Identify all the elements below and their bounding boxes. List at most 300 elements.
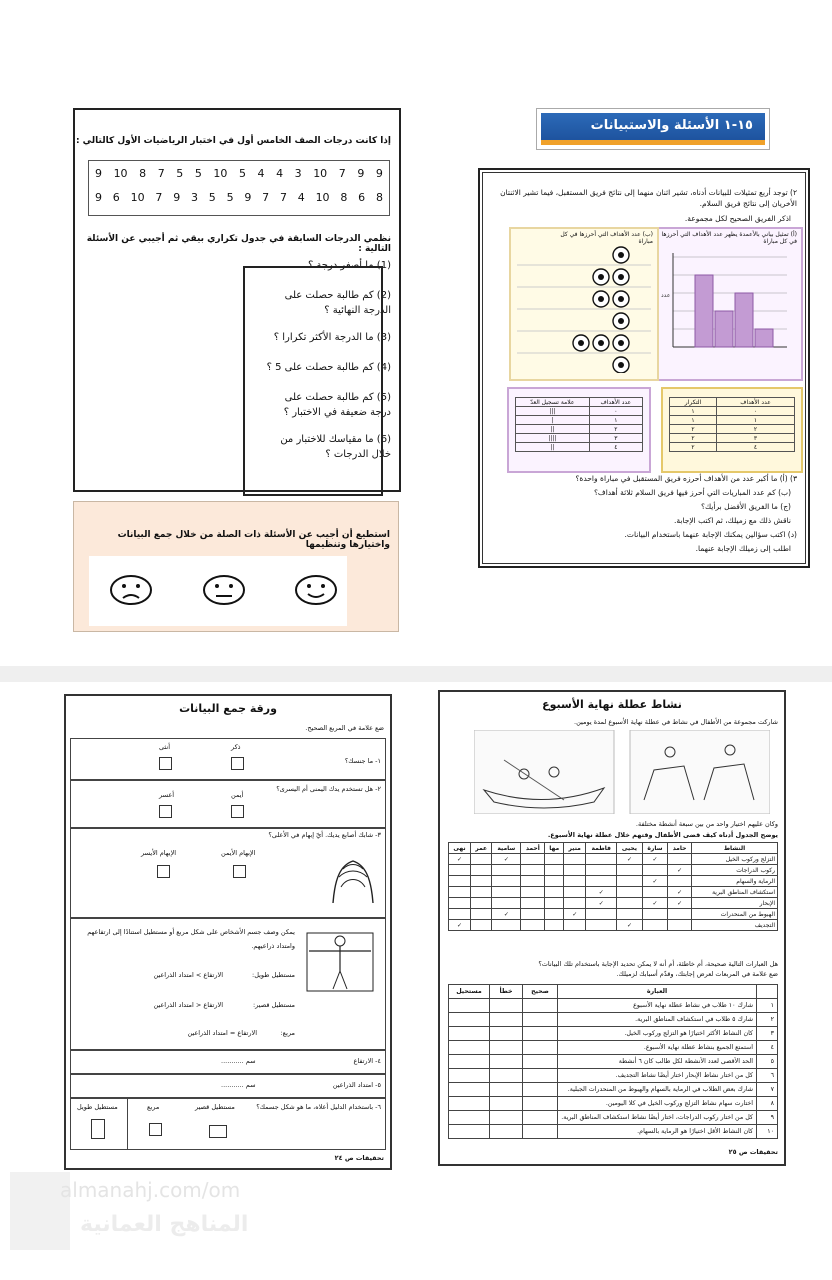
activity-row (449, 909, 778, 920)
q6-short-checkbox[interactable] (209, 1125, 227, 1138)
panel-b-caption: (ب) عدد الأهداف التي أحرزها في كل مباراة (560, 231, 653, 245)
goals-bar-chart (655, 247, 793, 371)
statement-number: ٥ (757, 1055, 778, 1069)
question-3c: (ج) ما الفريق الأفضل برأيك؟ (700, 502, 791, 511)
activity-row (449, 865, 778, 876)
answer-checkbox[interactable] (523, 1097, 558, 1111)
score-cell: 8 (375, 191, 383, 204)
q2-right-checkbox[interactable] (231, 805, 244, 818)
score-cell: 5 (238, 167, 246, 180)
q2-left-label: أعسر (159, 791, 175, 799)
activity-check (521, 876, 545, 887)
activity-title: نشاط عطلة نهاية الأسبوع (542, 698, 682, 711)
activity-check (470, 920, 491, 931)
score-cell: 10 (130, 191, 145, 204)
score-cell: 5 (176, 167, 184, 180)
scores-row-1 (95, 167, 383, 180)
activity-check: ✓ (564, 909, 586, 920)
q3-right-thumb-label: الإبهام الأيمن (221, 849, 256, 857)
activity-col-header: سامية (492, 843, 521, 854)
question-2: ٢) توجد أربع تمثيلات للبيانات أدناه، تشير اثنان منهما إلى نتائج فريق المستقبل، فيما تشير الاثنتان الأخريان إلى نتائج فريق السلام. (500, 188, 797, 208)
q2-left-checkbox[interactable] (159, 805, 172, 818)
frequency-row: ٢ ٣ (670, 434, 795, 443)
score-cell: 10 (213, 167, 228, 180)
activity-check: ✓ (668, 898, 692, 909)
statement-header: العبارة (558, 985, 757, 999)
square-rule: الارتفاع = امتداد الذراعين (187, 1029, 257, 1037)
body-shape-section (70, 918, 386, 1050)
q1-male-label: ذكر (231, 743, 241, 751)
answer-checkbox[interactable] (490, 1111, 523, 1125)
activity-col-header: يحيى (617, 843, 642, 854)
activity-check: ✓ (586, 887, 617, 898)
activity-check (545, 876, 564, 887)
activity-name: استكشاف المناطق البرية (691, 887, 777, 898)
answer-checkbox[interactable] (490, 1055, 523, 1069)
activity-check (617, 909, 642, 920)
activity-illustration (474, 730, 770, 814)
tally-row: | ١ (516, 416, 643, 425)
activity-check: ✓ (492, 854, 521, 865)
score-cell: 8 (139, 167, 147, 180)
statement-number: ٩ (757, 1111, 778, 1125)
q3-section (70, 828, 386, 918)
activity-check (586, 854, 617, 865)
statement-number: ٦ (757, 1069, 778, 1083)
activity-col-header: حامد (668, 843, 692, 854)
activity-check (545, 909, 564, 920)
activity-check: ✓ (668, 865, 692, 876)
activity-name: التجديف (691, 920, 777, 931)
q5-text: ٥- امتداد الذراعين (332, 1081, 381, 1089)
activity-check (545, 854, 564, 865)
activity-check (521, 865, 545, 876)
activity-check (521, 909, 545, 920)
statement-number: ٣ (757, 1027, 778, 1041)
frequency-table (669, 397, 795, 452)
data-collection-sheet (64, 694, 392, 1170)
self-assessment-text: استطيع أن أجيب عن الأسئلة ذات الصلة من خلال جمع البيانات واختيارها وتنظيمها (117, 530, 390, 550)
activity-check (586, 920, 617, 931)
question-number: (5) (373, 392, 391, 403)
data-sheet-footer: تحقيقات ص ٢٤ (334, 1154, 384, 1162)
q3-right-thumb-checkbox[interactable] (233, 865, 246, 878)
activity-check (470, 887, 491, 898)
activity-col-header: نهى (449, 843, 471, 854)
frequency-header: التكرار (670, 398, 717, 407)
statement-text: كان النشاط الأقل اختيارًا هو الرماية بالسهام. (558, 1125, 757, 1139)
score-cell: 9 (95, 191, 102, 204)
activity-check (564, 898, 586, 909)
answer-checkbox[interactable] (523, 1013, 558, 1027)
activity-col-header: منير (564, 843, 586, 854)
false-header: خطأ (490, 985, 523, 999)
answer-checkbox[interactable] (490, 999, 523, 1013)
answer-checkbox[interactable] (490, 1069, 523, 1083)
activity-check (449, 865, 471, 876)
tally-table (515, 397, 643, 452)
activity-row (449, 876, 778, 887)
answer-checkbox[interactable] (523, 1069, 558, 1083)
activity-check (545, 898, 564, 909)
q4-section (70, 1050, 386, 1074)
question-number: (6) (373, 434, 391, 445)
score-cell: 6 (358, 191, 366, 204)
statement-text: اختارت سهام نشاط التزلج وركوب الخيل في كلا اليومين. (558, 1097, 757, 1111)
question-3e: (د) اكتب سؤالين يمكنك الإجابة عنهما باستخدام البيانات. (624, 530, 797, 539)
question-text: ما مقياسك للاختبار من خلال الدرجات ؟ (280, 434, 391, 460)
scores-grid (88, 160, 390, 216)
frequency-row: ١ ٠ (670, 407, 795, 416)
answer-checkbox[interactable] (490, 1013, 523, 1027)
score-cell: 7 (262, 191, 270, 204)
statement-row (449, 1013, 778, 1027)
activity-check (492, 865, 521, 876)
score-cell: 3 (190, 191, 198, 204)
panel-c-frequency (661, 387, 803, 473)
happy-face-icon[interactable] (294, 574, 338, 606)
activity-check (564, 854, 586, 865)
score-cell: 7 (157, 167, 165, 180)
question-3b: (ب) كم عدد المباريات التي أحرز فيها فريق السلام ثلاثة أهداف؟ (593, 488, 791, 497)
statement-number: ٢ (757, 1013, 778, 1027)
tally-row: ||| ٠ (516, 407, 643, 416)
self-assessment-box (73, 501, 399, 632)
activity-check (449, 909, 471, 920)
score-cell: 7 (155, 191, 163, 204)
score-cell: 5 (194, 167, 202, 180)
activity-check (545, 865, 564, 876)
score-cell: 6 (112, 191, 120, 204)
answer-checkbox[interactable] (490, 1041, 523, 1055)
answer-checkbox[interactable] (523, 999, 558, 1013)
q5-section (70, 1074, 386, 1098)
activity-check (668, 909, 692, 920)
answer-checkbox[interactable] (490, 1097, 523, 1111)
bar-4 (755, 329, 773, 347)
activity-check (470, 865, 491, 876)
activity-check: ✓ (449, 854, 471, 865)
body-shape-text: يمكن وصف جسم الأشخاص على شكل مربع أو مستطيل استنادًا إلى ارتفاعهم وامتداد ذراعيهم. (87, 928, 295, 950)
activity-col-header: مها (545, 843, 564, 854)
question-text: ما الدرجة الأكثر تكرارا ؟ (273, 332, 374, 343)
frequency-table-box[interactable] (243, 266, 383, 496)
activity-check (617, 865, 642, 876)
activity-row (449, 887, 778, 898)
activity-check (470, 854, 491, 865)
statements-table (448, 984, 778, 1139)
activity-check (642, 920, 668, 931)
sad-face-icon[interactable] (109, 574, 153, 606)
activity-intro: شاركت مجموعة من الأطفال في نشاط في عطلة نهاية الأسبوع لمدة يومين. (574, 718, 778, 726)
q1-male-checkbox[interactable] (231, 757, 244, 770)
impossible-header: مستحيل (449, 985, 490, 999)
activity-check: ✓ (586, 898, 617, 909)
activity-check (586, 876, 617, 887)
activity-check (586, 909, 617, 920)
bar-3 (735, 293, 753, 347)
q6-short-label: مستطيل قصير (195, 1103, 235, 1111)
answer-checkbox[interactable] (449, 1083, 490, 1097)
activity-check (521, 854, 545, 865)
score-cell: 10 (113, 167, 128, 180)
statement-number: ٤ (757, 1041, 778, 1055)
statement-text: شارك ١٠ طلاب في نشاط عطلة نهاية الأسبوع (558, 999, 757, 1013)
statement-text: كل من اختار نشاط الإبحار اختار أيضًا نشاط التجديف. (558, 1069, 757, 1083)
textbook-page (478, 168, 810, 568)
q2-text: ٢- هل تستخدم يدك اليمنى أم اليسرى؟ (276, 785, 381, 793)
activity-row (449, 920, 778, 931)
frequency-row: ١ ١ (670, 416, 795, 425)
activity-check: ✓ (642, 854, 668, 865)
score-cell: 4 (276, 167, 284, 180)
question-number: (1) (373, 260, 391, 271)
activity-check (668, 876, 692, 887)
activity-check: ✓ (642, 876, 668, 887)
q3-left-thumb-checkbox[interactable] (157, 865, 170, 878)
activity-row (449, 898, 778, 909)
activity-check (545, 920, 564, 931)
question-number: (4) (373, 362, 391, 373)
activity-check (564, 887, 586, 898)
panel-a-caption: (أ) تمثيل بياني بالأعمدة يظهر عدد الأهداف التي أحرزها في كل مباراة (661, 231, 797, 245)
activity-col-header: عمر (470, 843, 491, 854)
activity-check (449, 898, 471, 909)
activity-check (586, 865, 617, 876)
answer-checkbox[interactable] (449, 1055, 490, 1069)
activity-check: ✓ (617, 920, 642, 931)
bar-2 (715, 311, 733, 347)
answer-checkbox[interactable] (523, 1055, 558, 1069)
q6-square-label: مربع (147, 1103, 160, 1111)
activity-check (470, 898, 491, 909)
score-cell: 9 (173, 191, 181, 204)
score-cell: 10 (313, 167, 328, 180)
statement-text: كل من اختار ركوب الدراجات، اختار أيضًا نشاط استكشاف المناطق البرية. (558, 1111, 757, 1125)
question-number: (2) (373, 290, 391, 301)
answer-checkbox[interactable] (449, 1125, 490, 1139)
true-header: صحيح (523, 985, 558, 999)
question-3d: ناقش ذلك مع زميلك، ثم اكتب الإجابة. (673, 516, 791, 525)
worksheet-title: إذا كانت درجات الصف الخامس أول في اختبار الرياضيات الأول كالتالي : (75, 136, 391, 146)
statement-row (449, 1083, 778, 1097)
answer-checkbox[interactable] (523, 1125, 558, 1139)
answer-checkbox[interactable] (449, 1041, 490, 1055)
answer-checkbox[interactable] (523, 1041, 558, 1055)
data-sheet-instruction: ضع علامة في المربع الصحيح. (305, 724, 384, 732)
activity-note-2: ضع علامة في المربعات لعرض إجابتك، وقدّم أسبابك لزميلك. (616, 970, 778, 978)
activity-col-header: سارة (642, 843, 668, 854)
question-number: (3) (373, 332, 391, 343)
activity-check: ✓ (668, 887, 692, 898)
score-cell: 4 (257, 167, 265, 180)
activity-check: ✓ (449, 920, 471, 931)
activity-check (617, 887, 642, 898)
tally-row: |||| ٣ (516, 434, 643, 443)
activity-check (564, 876, 586, 887)
activity-check (449, 887, 471, 898)
answer-checkbox[interactable] (449, 1013, 490, 1027)
score-cell: 9 (375, 167, 383, 180)
answer-checkbox[interactable] (449, 1027, 490, 1041)
activity-check (642, 887, 668, 898)
q1-female-checkbox[interactable] (159, 757, 172, 770)
watermark-brand: المناهج العمانية (80, 1212, 249, 1237)
answer-checkbox[interactable] (523, 1027, 558, 1041)
tally-row: || ٢ (516, 425, 643, 434)
question-2-instruction: اذكر الفريق الصحيح لكل مجموعة. (684, 214, 791, 223)
activity-check (449, 876, 471, 887)
activity-table (448, 842, 778, 931)
activity-check (642, 865, 668, 876)
worksheet-subtitle: نظمي الدرجات السابقة في جدول تكراري بيقي ثم أجيبي عن الأسئلة التالية : (86, 234, 391, 254)
statement-number: ١ (757, 999, 778, 1013)
tally-row: || ٤ (516, 443, 643, 452)
activity-check: ✓ (642, 898, 668, 909)
panel-b-pictogram (509, 227, 659, 381)
answer-checkbox[interactable] (449, 999, 490, 1013)
q4-height-field[interactable]: ........... سم (221, 1057, 256, 1065)
statement-text: الحد الأقصى لعدد الأنشطة لكل طالب كان ٦ أنشطة (558, 1055, 757, 1069)
scores-row-2 (95, 191, 383, 204)
q6-square-checkbox[interactable] (149, 1123, 162, 1136)
activity-check (564, 920, 586, 931)
clasped-hands-icon (325, 847, 381, 907)
answer-checkbox[interactable] (490, 1083, 523, 1097)
answer-checkbox[interactable] (490, 1027, 523, 1041)
activity-check: ✓ (492, 909, 521, 920)
question-text: كم طالبة حصلت على درجة ضعيفة في الاختبار ؟ (283, 392, 391, 418)
activity-check (492, 898, 521, 909)
section-divider (0, 666, 832, 682)
statement-text: استمتع الجميع بنشاط عطلة نهاية الأسبوع. (558, 1041, 757, 1055)
lesson-title: ١٥-١ الأسئلة والاستبيانات (590, 118, 753, 133)
q6-section (70, 1098, 386, 1150)
activity-check (492, 887, 521, 898)
activity-check (564, 865, 586, 876)
activity-check (470, 876, 491, 887)
scores-worksheet (73, 108, 401, 492)
q1-female-label: أنثى (159, 743, 170, 751)
activity-name: الإبحار (691, 898, 777, 909)
question-text: كم طالبة حصلت على 5 ؟ (266, 362, 374, 373)
answer-checkbox[interactable] (490, 1125, 523, 1139)
q5-armspan-field[interactable]: ........... سم (221, 1081, 256, 1089)
activity-name: التزلج وركوب الخيل (691, 854, 777, 865)
activity-check (470, 909, 491, 920)
answer-checkbox[interactable] (449, 1111, 490, 1125)
weekend-activity-sheet (438, 690, 786, 1166)
statement-row (449, 1097, 778, 1111)
statement-row (449, 999, 778, 1013)
answer-checkbox[interactable] (523, 1111, 558, 1125)
activity-col-header: فاطمة (586, 843, 617, 854)
question-3a: ٣) (أ) ما أكبر عدد من الأهداف أحرزه فريق المستقبل في مباراة واحدة؟ (575, 474, 797, 483)
q6-tall-checkbox[interactable] (91, 1119, 105, 1139)
score-cell: 4 (297, 191, 305, 204)
lesson-banner (536, 108, 770, 150)
statement-text: شارك ٥ طلاب في استكشاف المناطق البرية. (558, 1013, 757, 1027)
q2-right-label: أيمن (231, 791, 244, 799)
activity-check (545, 887, 564, 898)
ball-pictogram (515, 243, 653, 373)
arm-span-figure-icon (303, 927, 377, 997)
activity-check (492, 876, 521, 887)
q4-text: ٤- الارتفاع (353, 1057, 381, 1065)
q6-text: ٦- باستخدام الدليل أعلاه، ما هو شكل جسمك؟ (256, 1103, 381, 1111)
short-rect-rule: الارتفاع < امتداد الذراعين (153, 1001, 223, 1009)
activity-check (617, 898, 642, 909)
score-cell: 5 (226, 191, 234, 204)
statement-text: شارك بعض الطلاب في الرماية بالسهام والهبوط من المنحدرات الجبلية. (558, 1083, 757, 1097)
panel-a-bar-chart (647, 227, 803, 381)
q1-section (70, 738, 386, 780)
score-cell: 9 (244, 191, 252, 204)
score-cell: 5 (208, 191, 216, 204)
activity-name: الهبوط من المنحدرات (691, 909, 777, 920)
score-cell: 9 (357, 167, 365, 180)
activity-check (521, 887, 545, 898)
statement-row (449, 1069, 778, 1083)
activity-row (449, 854, 778, 865)
statement-row (449, 1125, 778, 1139)
score-cell: 7 (338, 167, 346, 180)
activity-note-1: هل العبارات التالية صحيحة، أم خاطئة، أم أنه لا يمكن تحديد الإجابة باستخدام تلك البيانات؟ (538, 960, 778, 968)
score-cell: 7 (279, 191, 287, 204)
activity-desc-2: يوضح الجدول أدناه كيف قضى الأطفال وقتهم خلال عطلة نهاية الأسبوع. (547, 831, 778, 839)
activity-name: الرماية والسهام (691, 876, 777, 887)
activity-desc-1: وكان عليهم اختيار واحد من بين سبعة أنشطة مختلفة. (635, 820, 778, 828)
activity-check (642, 909, 668, 920)
question-3f: اطلب إلى زميلك الإجابة عنهما. (695, 544, 791, 553)
answer-checkbox[interactable] (449, 1069, 490, 1083)
activity-check (521, 898, 545, 909)
q6-tall-label: مستطيل طويل (77, 1103, 118, 1111)
frequency-row: ٢ ٤ (670, 443, 795, 452)
data-sheet-title: ورقة جمع البيانات (179, 702, 277, 715)
answer-checkbox[interactable] (523, 1083, 558, 1097)
svg-text:عدد: عدد (661, 292, 671, 299)
goals-header-c: عدد الأهداف (717, 398, 795, 407)
watermark-url: almanahj.com/om (60, 1178, 241, 1202)
question-text: كم طالبة حصلت على الدرجة النهائية ؟ (284, 290, 391, 316)
statement-text: كان النشاط الأكثر اختيارًا هو التزلج وركوب الخيل. (558, 1027, 757, 1041)
score-cell: 9 (95, 167, 102, 180)
short-rect-label: مستطيل قصير: (252, 1001, 295, 1009)
goals-header: عدد الأهداف (589, 398, 642, 407)
statement-row (449, 1027, 778, 1041)
statement-row (449, 1041, 778, 1055)
tall-rect-rule: الارتفاع > امتداد الذراعين (153, 971, 223, 979)
tally-header: علامة تسجيل العدّ (516, 398, 590, 407)
bar-1 (695, 275, 713, 347)
neutral-face-icon[interactable] (202, 574, 246, 606)
activity-check (617, 876, 642, 887)
activity-check (668, 854, 692, 865)
activity-check (492, 920, 521, 931)
statement-number: ٧ (757, 1083, 778, 1097)
score-cell: 10 (315, 191, 330, 204)
q3-text: ٣- شابك أصابع يديك. أيّ إبهام في الأعلى؟ (268, 831, 381, 839)
activity-check (521, 920, 545, 931)
answer-checkbox[interactable] (449, 1097, 490, 1111)
activity-check (668, 920, 692, 931)
activity-col-header: أحمد (521, 843, 545, 854)
q3-left-thumb-label: الإبهام الأيسر (141, 849, 177, 857)
q2-section (70, 780, 386, 828)
faces-panel (89, 556, 347, 626)
activity-col-header: النشاط (691, 843, 777, 854)
